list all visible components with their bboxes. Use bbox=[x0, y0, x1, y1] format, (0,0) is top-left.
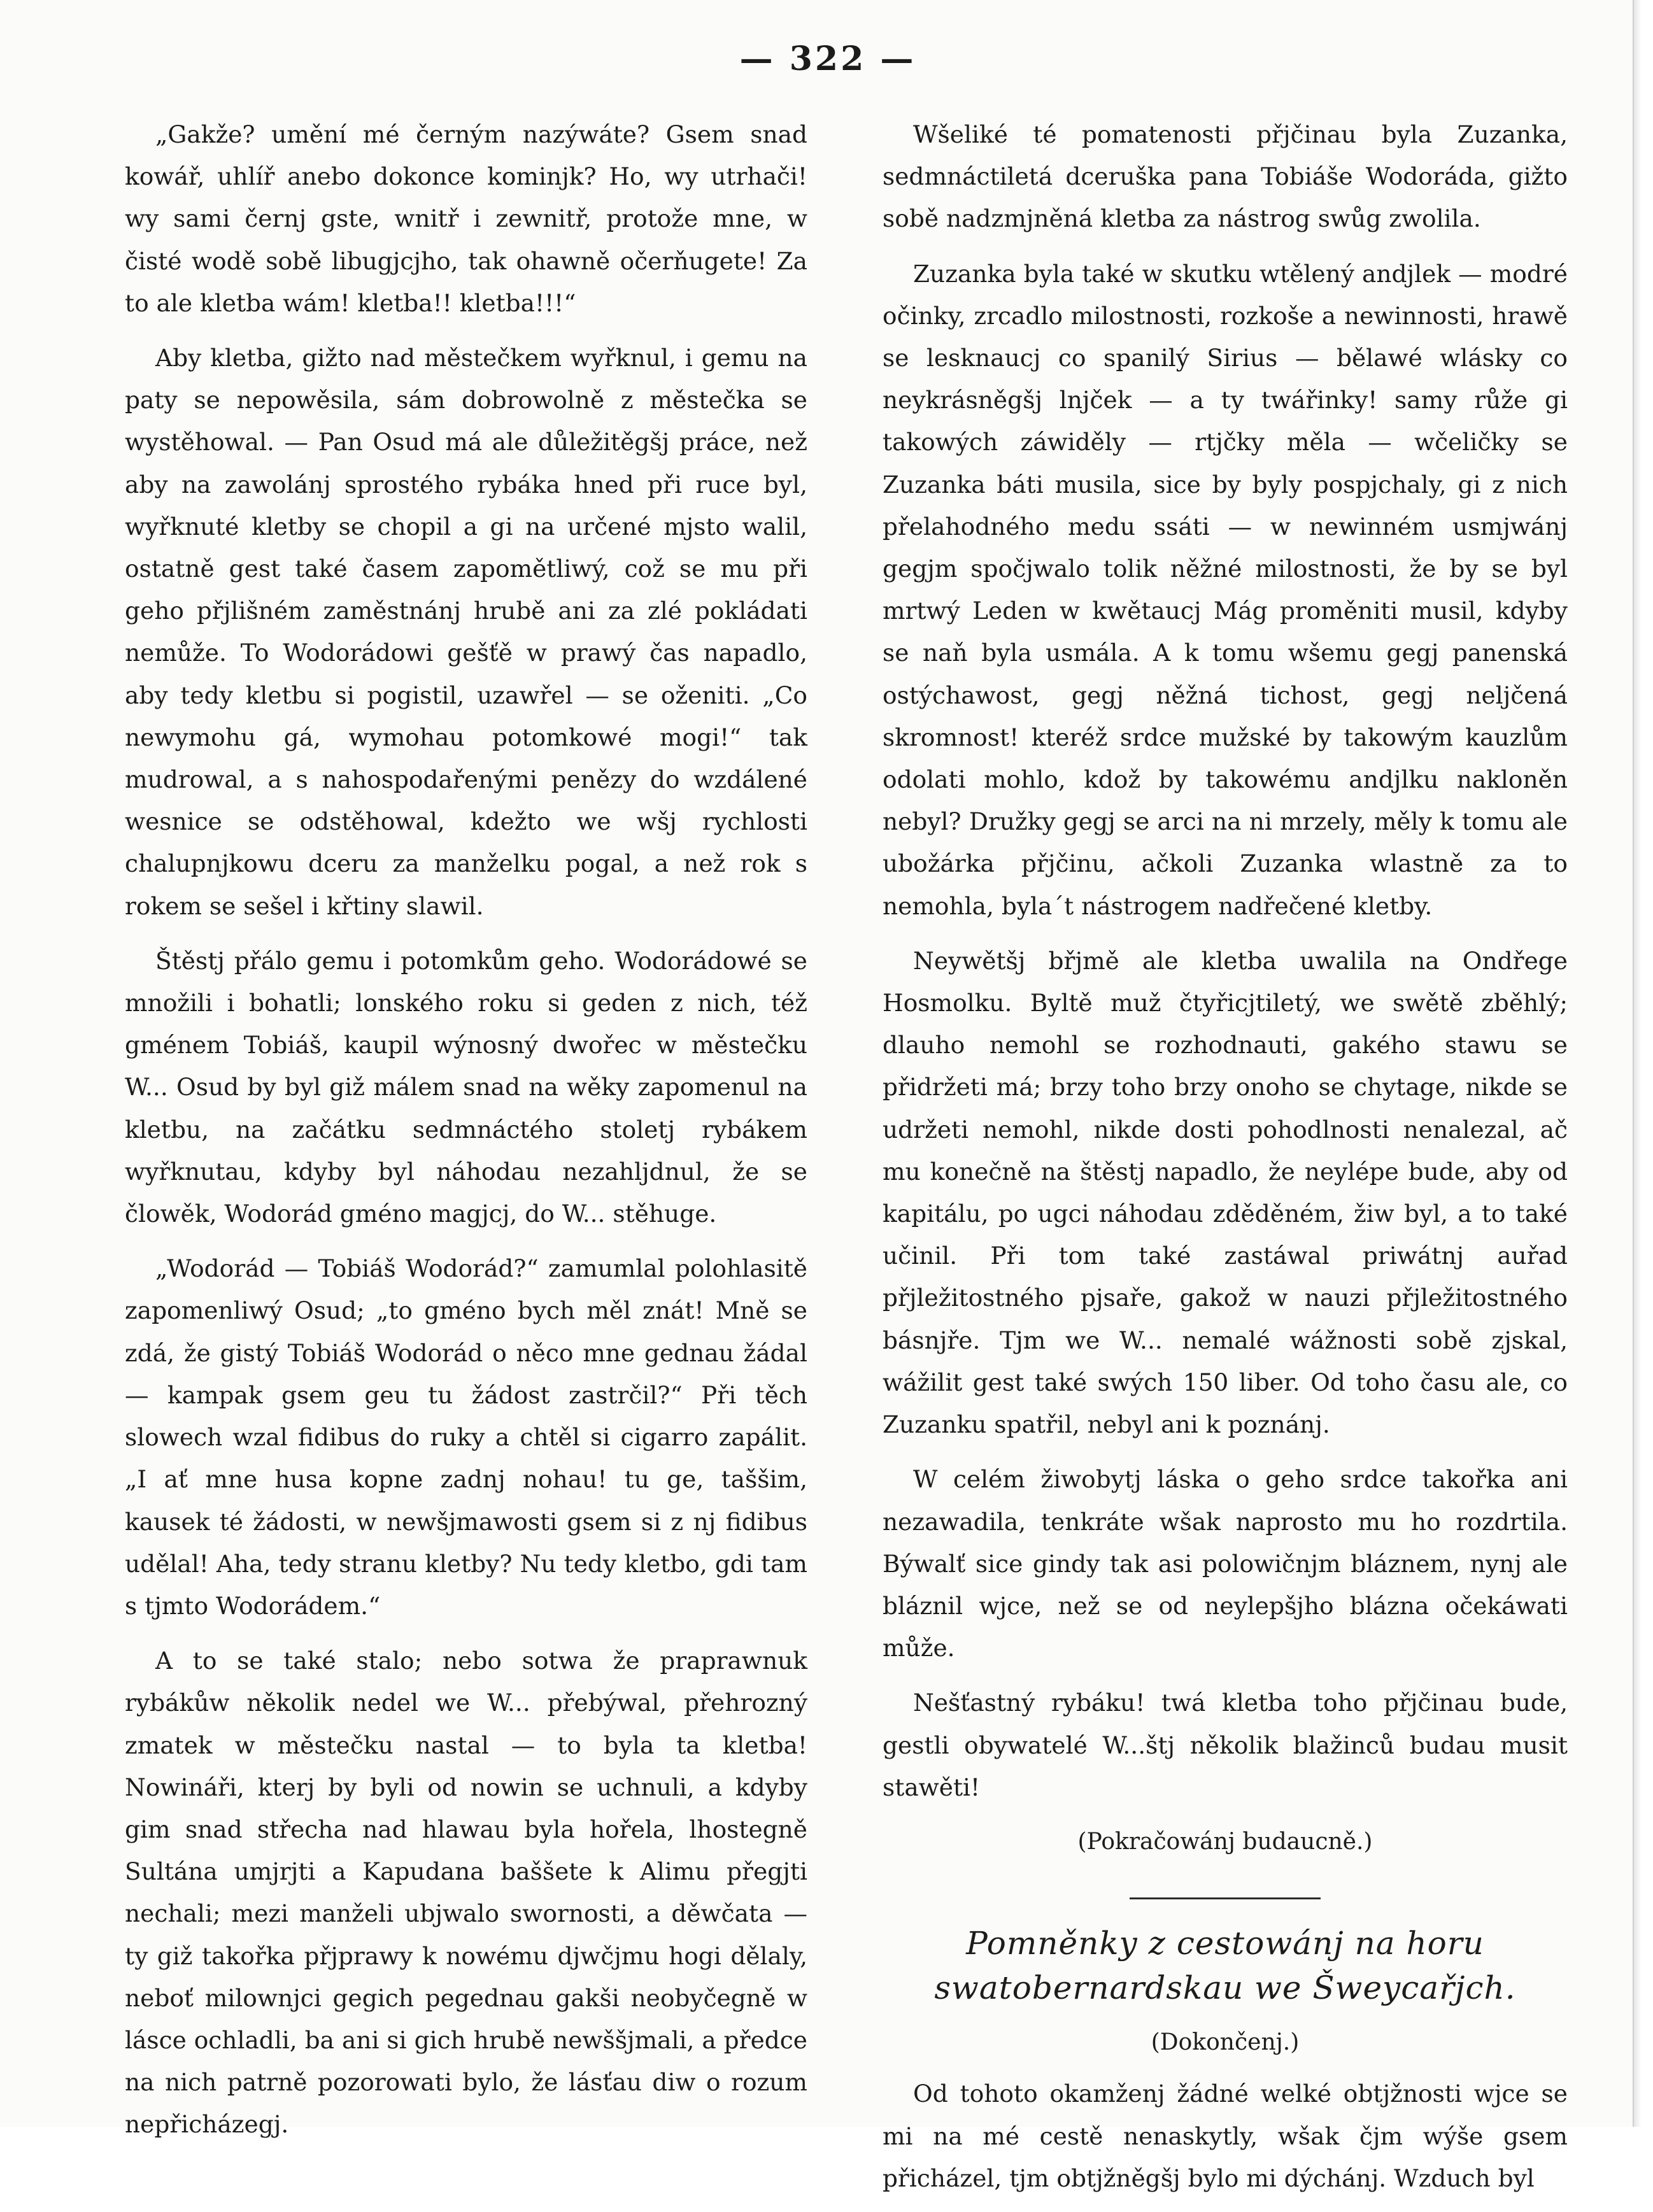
section-divider bbox=[1130, 1897, 1321, 1899]
paragraph: Neywětšj břjmě ale kletba uwalila na Ondřege Hosmolku. Byltě muž čtyřicjtiletý, we swětě zběhlý; dlauho nemohl se rozhodnauti, gakého stawu se přidržeti má; brzy toho brzy onoho se chytage, nikde se udržeti nemohl, nikde dosti pohodlnosti nenalezal, ač mu konečně na štěstj napadlo, že neylépe bude, aby od kapitálu, po ugci náhodau zděděném, žiw byl, a to také učinil. Při tom také zastáwal priwátnj auřad přjležitostného pjsaře, gakož w nauzi přjležitostného básnjře. Tjm we W... nemalé wážnosti sobě zjskal, wážilit gest také swých 150 liber. Od toho času ale, co Zuzanku spatřil, nebyl ani k poznánj. bbox=[883, 946, 1568, 1439]
paragraph: „Wodorád — Tobiáš Wodorád?“ zamumlal polohlasitě zapomenliwý Osud; „to gméno bych měl znát! Mně se zdá, že gistý Tobiáš Wodorád o něco mne gednau žádal — kampak gsem geu tu žádost zastrčil?“ Při těch slowech wzal fidibus do ruky a chtěl si cigarro zapálit. „I ať mne husa kopne zadnj nohau! tu ge, taššim, kausek té žádosti, w newšjmawosti gsem si z nj fidibus udělal! Aha, tedy stranu kletby? Nu tedy kletbo, gdi tam s tjmto Wodorádem.“ bbox=[125, 1254, 807, 1620]
article-subtitle: (Dokončenj.) bbox=[1151, 2029, 1300, 2056]
article-title: Pomněnky z cestowánj na horu swatobernardskau we Šweycařjch. bbox=[934, 1925, 1516, 2007]
continuation-note: (Pokračowánj budaucně.) bbox=[1077, 1828, 1373, 1855]
right-column bbox=[883, 113, 1568, 2212]
page-edge bbox=[1633, 0, 1653, 2127]
paragraph: Zuzanka byla také w skutku wtělený andjlek — modré očinky, zrcadlo milostnosti, rozkoše a newinnosti, hrawě se lesknaucj co spanilý Sirius — bělawé wlásky co neykrásněgšj lnjček — a ty twářinky! samy růže gi takowých záwiděly — rtjčky měla — wčeličky se Zuzanka báti musila, sice by byly pospjchaly, gi z nich přelahodného medu ssáti — w newinném usmjwánj gegjm spočjwalo tolik něžné milostnosti, že by se byl mrtwý Leden w kwětaucj Mág proměniti musil, kdyby se naň byla usmála. A k tomu wšemu gegj panenská ostýchawost, gegj něžná tichost, gegj nelјčená skromnost! kteréž srdce mužské by takowým kauzlům odolati mohlo, kdož by takowému andjlku nakloněn nebyl? Družky gegj se arci na ni mrzely, měly k tomu ale ubožárka přjčinu, ačkoli Zuzanka wlastně za to nemohla, byla´t nástrogem nadřečené kletby. bbox=[883, 259, 1568, 920]
paragraph: „Gakže? umění mé černým nazýwáte? Gsem snad kowář, uhlíř anebo dokonce kominjk? Ho, wy utrhači! wy sami černj gste, wnitř i zewnitř, protože mne, w čisté wodě sobě libugjcjho, tak ohawně očerňugete! Za to ale kletba wám! kletba!! kletba!!!“ bbox=[125, 120, 807, 317]
paragraph: A to se také stalo; nebo sotwa že praprawnuk rybákůw několik nedel we W... přebýwal, přehrozný zmatek w městečku nastal — to byla ta kletba! Nowináři, kterj by byli od nowin se uchnuli, a kdyby gim snad střecha nad hlawau byla hořela, lhostegně Sultána umjrjti a Kapudana baššete k Alimu přegjti nechali; mezi manželi ubjwalo swornosti, a děwčata — ty giž takořka přjprawy k nowému djwčjmu hogi dělaly, neboť milownjci gegich pegednau gakši neobyčegně w lásce ochladli, ba ani si gich hrubě newššjmali, a předce na nich patrně pozorowati bylo, že lásťau diw o rozum nepřicházegj. bbox=[125, 1647, 807, 2139]
left-column bbox=[125, 113, 807, 2159]
paragraph: Wšeliké té pomatenosti přjčinau byla Zuzanka, sedmnáctiletá dceruška pana Tobiáše Wodoráda, gižto sobě nadzmjněná kletba za nástrog swůg zwolila. bbox=[883, 120, 1568, 233]
paragraph: Aby kletba, gižto nad městečkem wyřknul, i gemu na paty se nepowěsila, sám dobrowolně z městečka se wystěhowal. — Pan Osud má ale důležitěgšj práce, než aby na zawolánj sprostého rybáka hned při ruce byl, wyřknuté kletby se chopil a gi na určené mjsto walil, ostatně gest také časem zapomětliwý, což se mu při geho přjlišném zaměstnánj hrubě ani za zlé pokládati nemůže. To Wodorádowi gešťě w prawý čas napadlo, aby tedy kletbu si pogistil, uzawřel — se oženiti. „Co newymohu gá, wymohau potomkowé mogi!“ tak mudrowal, a s nahospodařenými penězy do wzdálené wesnice se odstěhowal, kdežto we wšj rychlosti chalupnjkowu dceru za manželku pogal, a než rok s rokem se sešel i křtiny slawil. bbox=[125, 344, 807, 920]
paragraph: Štěstj přálo gemu i potomkům geho. Wodorádowé se množili i bohatli; lonského roku si geden z nich, též gménem Tobiáš, kaupil wýnosný dwořec w městečku W... Osud by byl giž málem snad na wěky zapomenul na kletbu, na začátku sedmnáctého stoletj rybákem wyřknutau, kdyby byl náhodau nezahljdnul, že se člowěk, Wodorád gméno magjcj, do W... stěhuge. bbox=[125, 946, 807, 1228]
paragraph: W celém žiwobytj láska o geho srdce takořka ani nezawadila, tenkráte wšak naprosto mu ho rozdrtila. Býwalť sice gindy tak asi polowičnjm bláznem, nynj ale bláznil wjce, než se od neylepšjho blázna očekáwati může. bbox=[883, 1465, 1568, 1663]
article-body: Od tohoto okamženj žádné welké obtjžnosti wjce se mi na mé cestě nenaskytly, wšak čjm wýše gsem přicházel, tjm obtjžněgšj bylo mi dýchánj. Wzduch byl bbox=[883, 2080, 1568, 2192]
page-number: — 322 — bbox=[739, 39, 916, 78]
paragraph: Nešťastný rybáku! twá kletba toho přjčinau bude, gestli obywatelé W...štj několik blažinců budau musit stawěti! bbox=[883, 1689, 1568, 1801]
